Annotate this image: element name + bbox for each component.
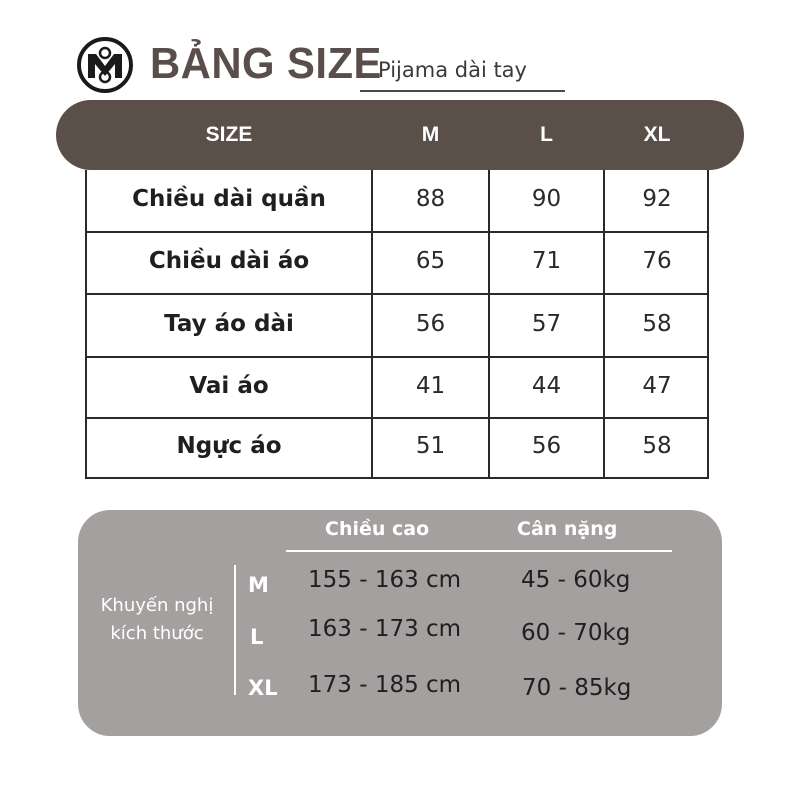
table-divider <box>85 293 709 295</box>
recommend-height-l: 163 - 173 cm <box>308 616 462 642</box>
table-divider <box>85 356 709 358</box>
table-cell: 71 <box>531 248 562 274</box>
weight-header: Cân nặng <box>517 518 618 540</box>
table-cell: 57 <box>531 311 562 337</box>
table-cell: 88 <box>415 186 446 212</box>
recommend-weight-xl: 70 - 85kg <box>522 675 632 701</box>
table-cell: 76 <box>642 248 672 274</box>
table-divider <box>85 417 709 419</box>
table-cell: 58 <box>642 311 672 337</box>
column-header-m: M <box>421 123 440 146</box>
height-header: Chiều cao <box>325 518 430 540</box>
recommend-size-xl: XL <box>248 676 278 700</box>
table-cell: 65 <box>415 248 446 274</box>
row-label-shirt-length: Chiều dài áo <box>148 248 310 274</box>
recommend-height-xl: 173 - 185 cm <box>308 672 462 698</box>
table-cell: 41 <box>415 373 446 399</box>
table-cell: 56 <box>415 311 446 337</box>
column-header-size: SIZE <box>205 123 253 146</box>
recommend-size-l: L <box>250 625 264 649</box>
page-title: BẢNG SIZE <box>150 39 382 88</box>
recommend-weight-l: 60 - 70kg <box>521 620 631 646</box>
table-cell: 56 <box>531 433 562 459</box>
table-cell: 44 <box>531 373 562 399</box>
row-label-sleeve-length: Tay áo dài <box>164 311 294 337</box>
recommendation-label-line2: kích thước <box>110 623 204 644</box>
recommendation-divider <box>234 565 236 695</box>
recommendation-label <box>84 592 230 648</box>
page-subtitle: Pijama dài tay <box>378 58 527 82</box>
table-cell: 58 <box>642 433 672 459</box>
column-header-l: L <box>540 123 553 146</box>
row-label-shoulder: Vai áo <box>189 373 269 399</box>
row-label-chest: Ngực áo <box>176 433 282 459</box>
recommend-height-m: 155 - 163 cm <box>308 567 462 593</box>
table-cell: 90 <box>531 186 562 212</box>
monogram-logo-icon <box>76 36 134 94</box>
recommend-weight-m: 45 - 60kg <box>521 567 631 593</box>
recommendation-header-rule <box>286 550 672 552</box>
table-cell: 47 <box>642 373 672 399</box>
subtitle-underline <box>360 90 565 92</box>
column-header-xl: XL <box>643 123 671 146</box>
table-cell: 92 <box>642 186 672 212</box>
table-cell: 51 <box>415 433 446 459</box>
row-label-pants-length: Chiều dài quần <box>132 186 326 212</box>
recommendation-label-line1: Khuyến nghị <box>100 595 214 616</box>
table-divider <box>85 231 709 233</box>
recommend-size-m: M <box>248 573 269 597</box>
